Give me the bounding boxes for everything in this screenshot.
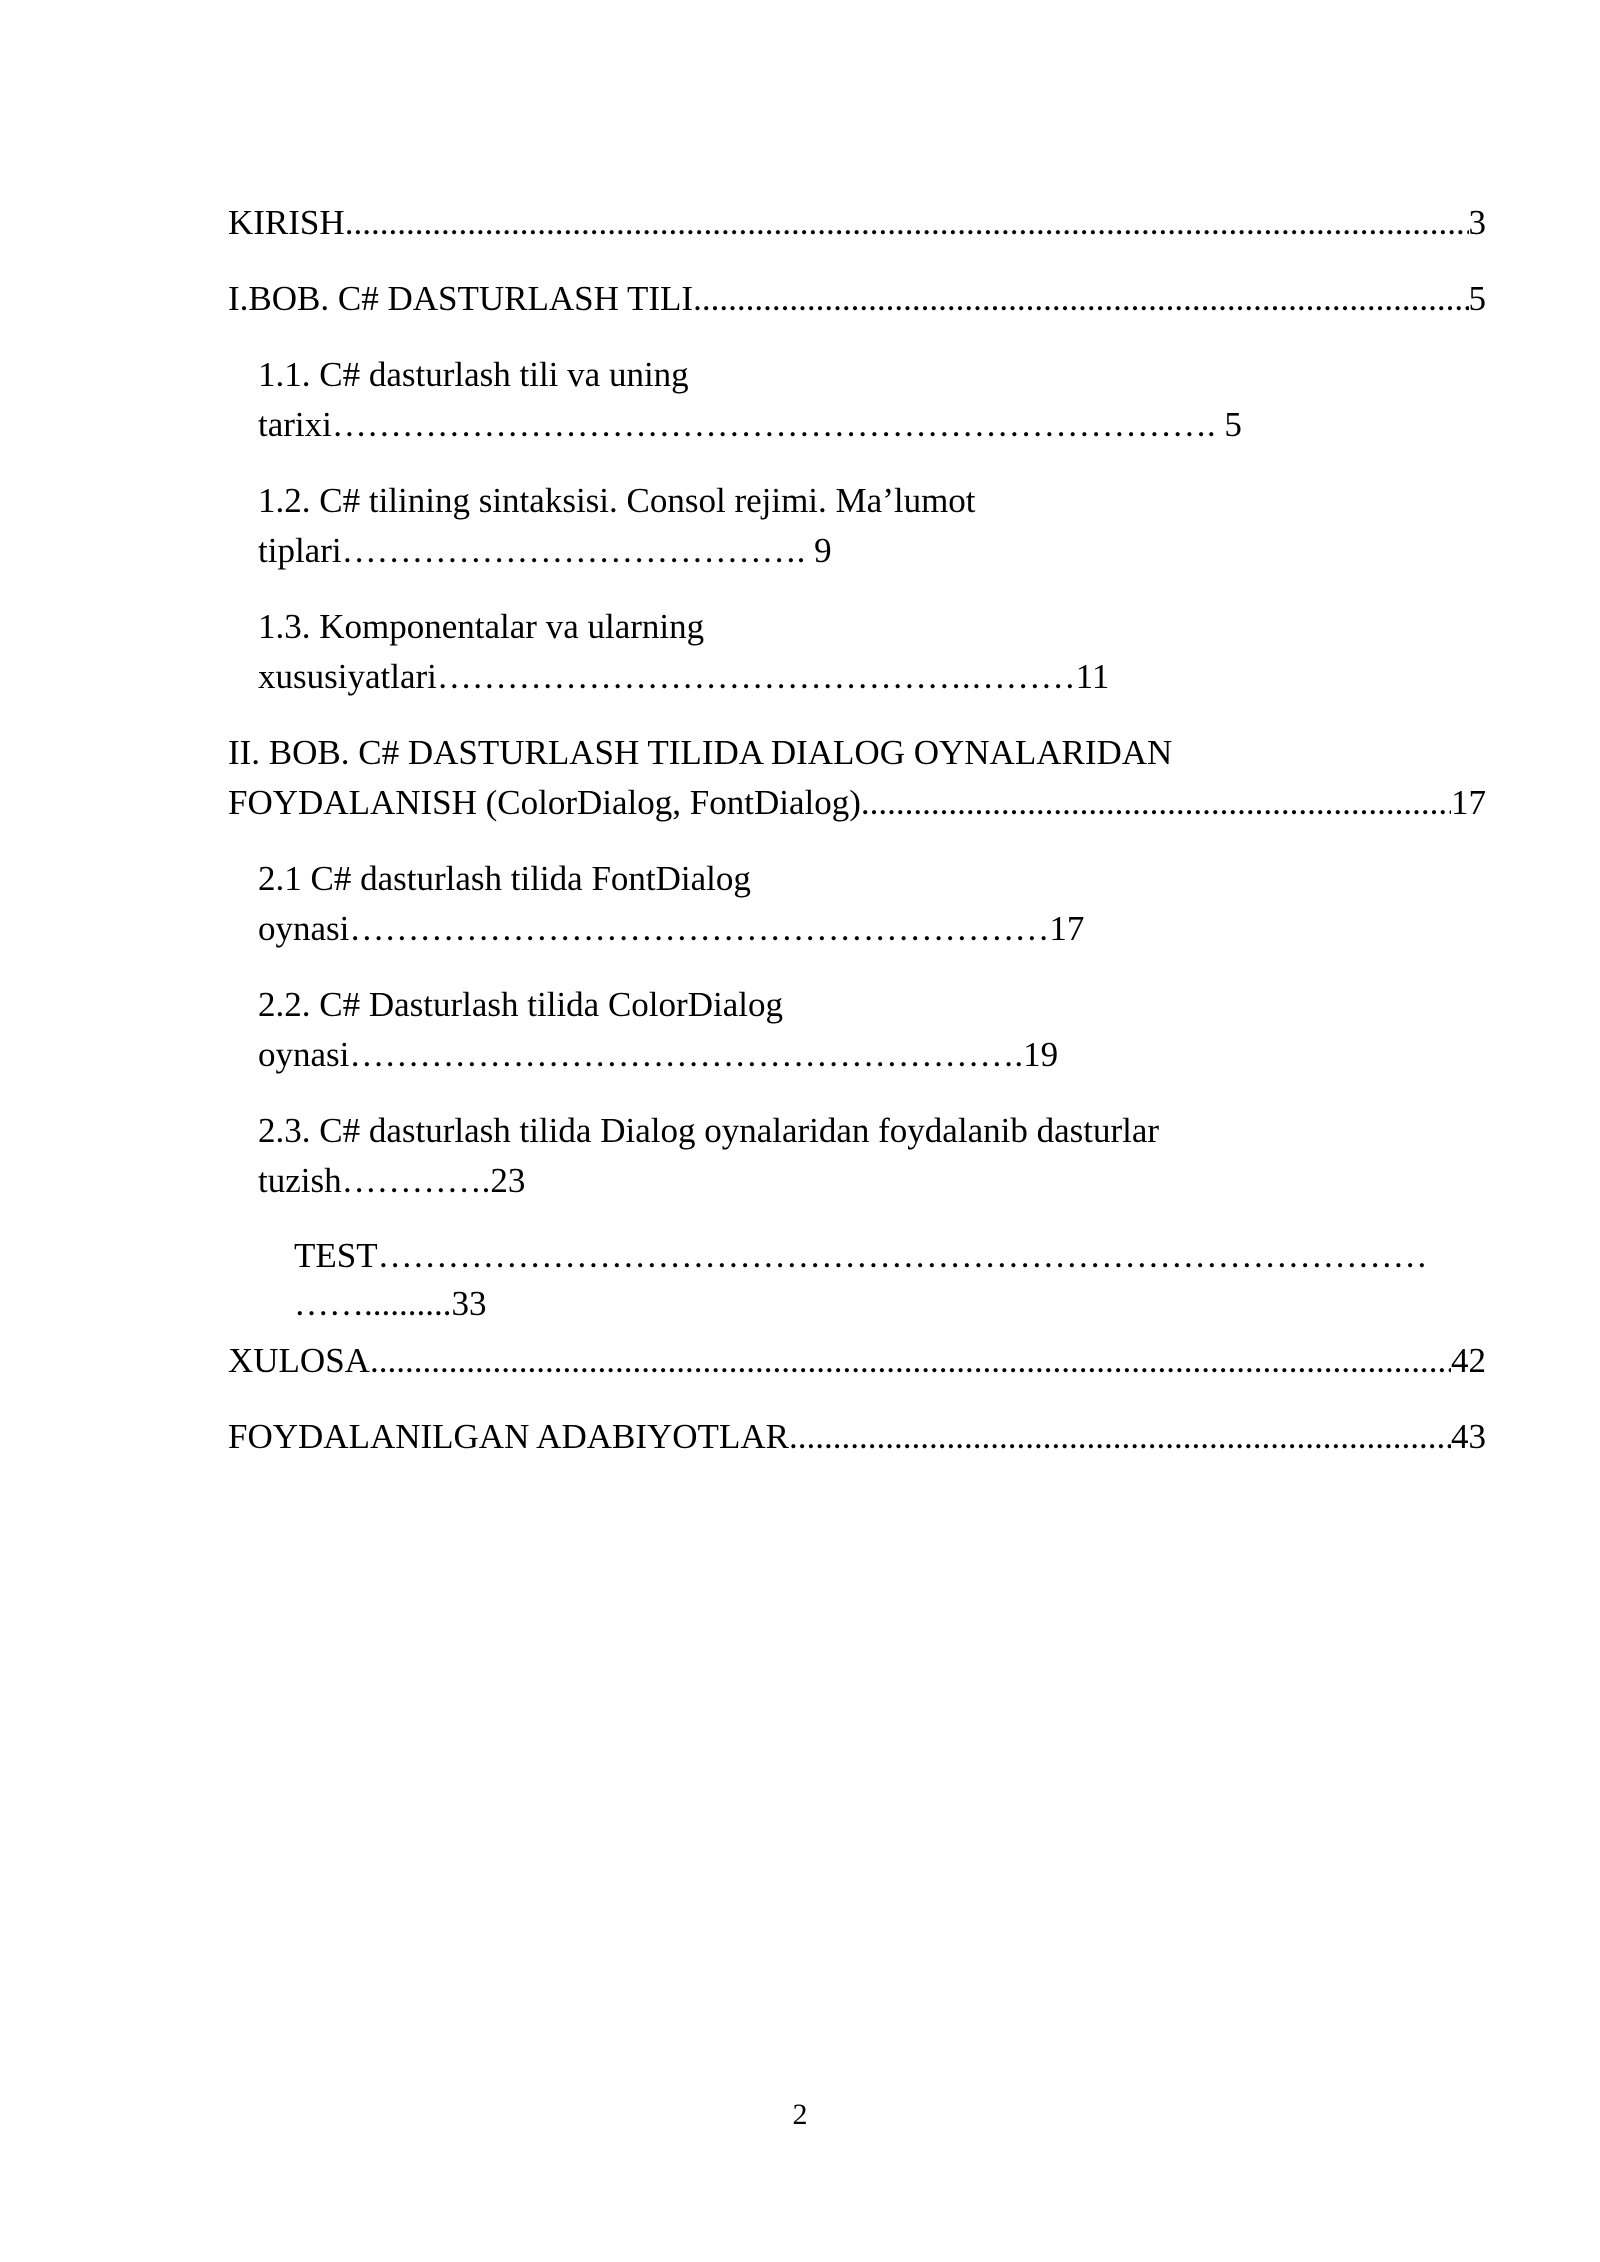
toc-entry-bob2 bbox=[228, 728, 1486, 828]
dot-leader bbox=[370, 1336, 1451, 1386]
toc-entry-1-3 bbox=[228, 602, 1486, 702]
toc-entry-label: FOYDALANILGAN ADABIYOTLAR bbox=[228, 1417, 789, 1456]
dot-leader bbox=[345, 198, 1469, 248]
toc-entry-test bbox=[228, 1232, 1486, 1328]
toc-entry-title-continued: tuzish………….23 bbox=[258, 1161, 526, 1200]
dot-leader bbox=[861, 778, 1451, 828]
toc-entry-bob1 bbox=[228, 274, 1486, 324]
toc-entry-title: 1.3. Komponentalar va ularning bbox=[258, 607, 705, 646]
toc-entry-title: 2.1 C# dasturlash tilida FontDialog bbox=[258, 859, 751, 898]
toc-entry-title-continued: tiplari…………………………………. 9 bbox=[258, 531, 832, 570]
toc-entry-kirish bbox=[228, 198, 1486, 248]
toc-entry-label: KIRISH bbox=[228, 203, 345, 242]
toc-entry-title-continued: oynasi………………………………………………….19 bbox=[258, 1035, 1059, 1074]
toc-entry-page: 42 bbox=[1451, 1341, 1486, 1380]
toc-entry-1-2 bbox=[228, 476, 1486, 576]
toc-entry-title: II. BOB. C# DASTURLASH TILIDA DIALOG OYNALARIDAN bbox=[228, 733, 1173, 772]
toc-entry-title-continued: xususiyatlari……………………………………….………11 bbox=[258, 657, 1110, 696]
toc-entry-2-3 bbox=[228, 1106, 1486, 1206]
toc-entry-page: 3 bbox=[1468, 203, 1486, 242]
toc-entry-title: TEST……………………………………………………………………………… bbox=[294, 1236, 1428, 1275]
toc-entry-title: 2.3. C# dasturlash tilida Dialog oynalaridan foydalanib dasturlar bbox=[258, 1111, 1160, 1150]
dot-leader bbox=[693, 274, 1468, 324]
toc-entry-2-1 bbox=[228, 854, 1486, 954]
toc-entry-title-continued: oynasi……………………………………………………17 bbox=[258, 909, 1085, 948]
page-number: 2 bbox=[792, 2098, 808, 2131]
toc-entry-title-continued: tarixi…………………………………………………………………. 5 bbox=[258, 405, 1242, 444]
toc-entry-title-continued: ……..........33 bbox=[294, 1284, 487, 1323]
toc-entry-label: FOYDALANISH (ColorDialog, FontDialog) bbox=[228, 783, 861, 822]
table-of-contents bbox=[228, 198, 1486, 1488]
dot-leader bbox=[789, 1412, 1451, 1462]
toc-entry-label: I.BOB. C# DASTURLASH TILI bbox=[228, 279, 694, 318]
toc-entry-title: 1.1. C# dasturlash tili va uning bbox=[258, 355, 689, 394]
toc-entry-xulosa bbox=[228, 1336, 1486, 1386]
toc-entry-2-2 bbox=[228, 980, 1486, 1080]
toc-entry-title-continued bbox=[228, 778, 1486, 828]
toc-entry-label: XULOSA bbox=[228, 1341, 370, 1380]
toc-entry-1-1 bbox=[228, 350, 1486, 450]
toc-entry-title: 1.2. C# tilining sintaksisi. Consol rejimi. Ma’lumot bbox=[258, 481, 976, 520]
toc-entry-page: 5 bbox=[1468, 279, 1486, 318]
toc-entry-adabiyotlar bbox=[228, 1412, 1486, 1462]
toc-entry-page: 17 bbox=[1451, 783, 1486, 822]
toc-entry-page: 43 bbox=[1451, 1417, 1486, 1456]
toc-entry-title: 2.2. C# Dasturlash tilida ColorDialog bbox=[258, 985, 783, 1024]
